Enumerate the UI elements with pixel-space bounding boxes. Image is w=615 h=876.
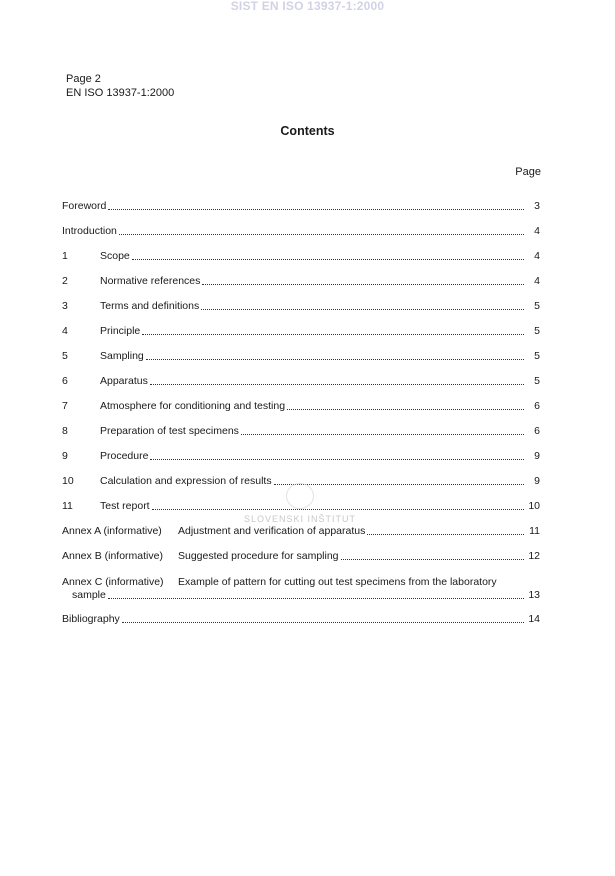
toc-page: 13 — [528, 589, 540, 601]
dot-leader — [274, 484, 524, 485]
toc-number: 10 — [62, 475, 74, 487]
dot-leader — [119, 234, 524, 235]
toc-label: Sampling — [100, 350, 144, 362]
dot-leader — [152, 509, 524, 510]
toc-number: 3 — [62, 300, 68, 312]
toc-row-annex-c[interactable] — [62, 576, 540, 602]
toc-number: 6 — [62, 375, 68, 387]
toc-label: Calculation and expression of results — [100, 475, 272, 487]
dot-leader — [201, 309, 524, 310]
toc-number: 11 — [62, 500, 73, 512]
toc-label: Example of pattern for cutting out test specimens from the laboratory — [178, 576, 497, 588]
toc-page: 5 — [534, 325, 540, 337]
dot-leader — [122, 622, 524, 623]
toc-row-annex-a[interactable] — [62, 525, 540, 538]
page-column-label: Page — [515, 166, 541, 178]
page-number: Page 2 — [66, 73, 101, 85]
toc-page: 12 — [528, 550, 540, 562]
dot-leader — [146, 359, 524, 360]
toc-page: 9 — [534, 450, 540, 462]
toc-label: Scope — [100, 250, 130, 262]
toc-row-sampling[interactable] — [62, 350, 540, 363]
dot-leader — [150, 384, 524, 385]
toc-page: 10 — [528, 500, 540, 512]
toc-page: 11 — [529, 525, 540, 537]
toc-label: Principle — [100, 325, 141, 337]
standard-id: EN ISO 13937-1:2000 — [66, 87, 175, 99]
toc-label: Foreword — [62, 200, 107, 212]
toc-label: Suggested procedure for sampling — [178, 550, 339, 562]
toc-number: 5 — [62, 350, 68, 362]
dot-leader — [287, 409, 524, 410]
toc-row-apparatus[interactable] — [62, 375, 540, 388]
annex-c-line-1 — [62, 576, 540, 589]
dot-leader — [108, 209, 524, 210]
faint-stamp-text: SLOVENSKI INŠTITUT — [243, 514, 357, 524]
dot-leader — [202, 284, 524, 285]
toc-number: 4 — [62, 325, 68, 337]
dot-leader — [142, 334, 524, 335]
toc-label: Adjustment and verification of apparatus — [178, 525, 366, 537]
toc-page: 9 — [534, 475, 540, 487]
toc-label: Introduction — [62, 225, 117, 237]
toc-label: Test report — [100, 500, 150, 512]
toc-row-procedure[interactable] — [62, 450, 540, 463]
toc-number: 8 — [62, 425, 68, 437]
toc-page: 3 — [534, 200, 540, 212]
toc-number: 1 — [62, 250, 68, 262]
toc-label: Preparation of test specimens — [100, 425, 239, 437]
toc-row-terms-and-definitions[interactable] — [62, 300, 540, 313]
toc-page: 14 — [528, 613, 540, 625]
dot-leader — [132, 259, 524, 260]
dot-leader — [241, 434, 524, 435]
page-title: Contents — [280, 124, 335, 138]
toc-label: Normative references — [100, 275, 201, 287]
dot-leader — [108, 598, 524, 599]
watermark: SIST EN ISO 13937-1:2000 — [230, 0, 385, 13]
toc-page: 5 — [534, 300, 540, 312]
toc-row-scope[interactable] — [62, 250, 540, 263]
toc-row-normative-references[interactable] — [62, 275, 540, 288]
toc-row-atmosphere[interactable] — [62, 400, 540, 413]
toc-row-introduction[interactable] — [62, 225, 540, 238]
toc-row-annex-b[interactable] — [62, 550, 540, 563]
toc-label: Atmosphere for conditioning and testing — [100, 400, 286, 412]
toc-page: 4 — [534, 225, 540, 237]
dot-leader — [150, 459, 524, 460]
faint-seal-icon — [286, 483, 314, 509]
toc-page: 4 — [534, 250, 540, 262]
toc-row-foreword[interactable] — [62, 200, 540, 213]
toc-number: 2 — [62, 275, 68, 287]
toc-page: 4 — [534, 275, 540, 287]
toc-row-bibliography[interactable] — [62, 613, 540, 626]
toc-label: Procedure — [100, 450, 149, 462]
annex-prefix: Annex C (informative) — [62, 576, 164, 588]
toc-row-preparation[interactable] — [62, 425, 540, 438]
toc-page: 5 — [534, 375, 540, 387]
toc-label: Bibliography — [62, 613, 120, 625]
toc-number: 7 — [62, 400, 68, 412]
dot-leader — [341, 559, 524, 560]
annex-prefix: Annex A (informative) — [62, 525, 162, 537]
toc-page: 5 — [534, 350, 540, 362]
dot-leader — [367, 534, 524, 535]
toc-row-principle[interactable] — [62, 325, 540, 338]
toc-label: Apparatus — [100, 375, 148, 387]
toc-page: 6 — [534, 400, 540, 412]
toc-page: 6 — [534, 425, 540, 437]
toc-label: Terms and definitions — [100, 300, 200, 312]
toc-number: 9 — [62, 450, 68, 462]
annex-c-line-2 — [62, 589, 540, 602]
toc-label-continued: sample — [72, 589, 106, 601]
annex-prefix: Annex B (informative) — [62, 550, 163, 562]
